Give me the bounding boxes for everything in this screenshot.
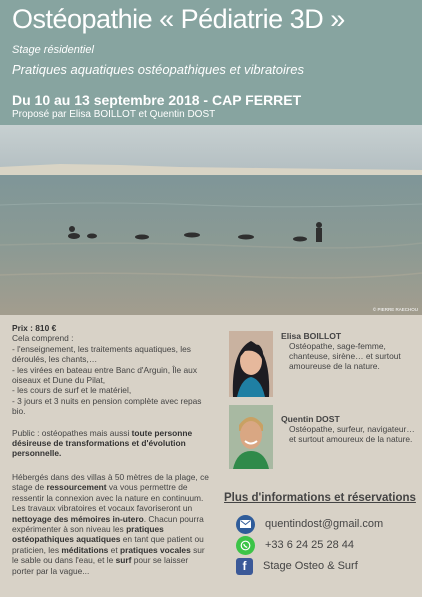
event-date: Du 10 au 13 septembre 2018 - CAP FERRET [12,92,302,108]
email-link[interactable]: quentindost@gmail.com [265,518,384,530]
subtitle-practices: Pratiques aquatiques ostéopathiques et vibratoires [12,62,304,77]
page-title: Ostéopathie « Pédiatrie 3D » [12,4,345,34]
photo-credit: © PIERRE RAECHOU [372,307,418,312]
mail-icon [236,515,255,534]
facebook-link[interactable]: Stage Osteo & Surf [263,560,358,572]
include-item: - les cours de surf et le matériel, [12,385,132,396]
facebook-row[interactable] [236,556,358,576]
person-quentin [281,414,419,444]
person-name: Quentin DOST [281,414,340,424]
include-item: - 3 jours et 3 nuits en pension complète avec repas bio. [12,395,202,417]
include-item: - l'enseignement, les traitements aquatiques, les déroulés, les chants,… [12,343,191,365]
lodging-text: Hébergés dans des villas à 50 mètres de la plage, ce stage de ressourcement va vous permettre de ressentir la connexion avec la nature en continuum. Les travaux vibratoires et vocaux favoriseront un nettoyage des mémoires in-utero. Chacun pourra expérimenter à son niveau les pratiques ostéopathiques aquatiques en tant que patient ou praticien, les méditations et pratiques vocales sur le sable ou dans l'eau, et le surf pour se laisser porter par la vague... [12,471,209,576]
include-item: - les virées en bateau entre Banc d'Arguin, Île aux oiseaux et Dune du Pilat, [12,364,198,386]
info-column [12,323,212,581]
person-description: Ostéopathe, surfeur, navigateur… et surtout amoureux de la nature. [289,424,415,444]
person-description: Ostéopathe, sage-femme, chanteuse, sirène… et surtout amoureuse de la nature. [289,341,401,371]
price: Prix : 810 € [12,323,57,333]
proposed-by: Proposé par Elisa BOILLOT et Quentin DOST [12,109,216,120]
email-row[interactable] [236,514,383,534]
subtitle: Stage résidentiel [12,44,94,56]
phone-number[interactable]: +33 6 24 25 28 44 [265,539,354,551]
contact-title: Plus d'informations et réservations [224,492,416,504]
phone-row[interactable] [236,535,354,555]
person-name: Elisa BOILLOT [281,331,342,341]
person-elisa [281,331,419,371]
quentin-photo [229,405,273,469]
sea-photo [0,125,422,315]
includes-label: Cela comprend : [12,333,74,344]
public-bold: toute personne désireuse de transformations et d'évolution personnelle. [12,427,193,459]
whatsapp-icon [236,536,255,555]
public-text: Public : ostéopathes mais aussi [12,427,132,438]
elisa-photo [229,331,273,397]
facebook-icon: f [236,558,253,575]
